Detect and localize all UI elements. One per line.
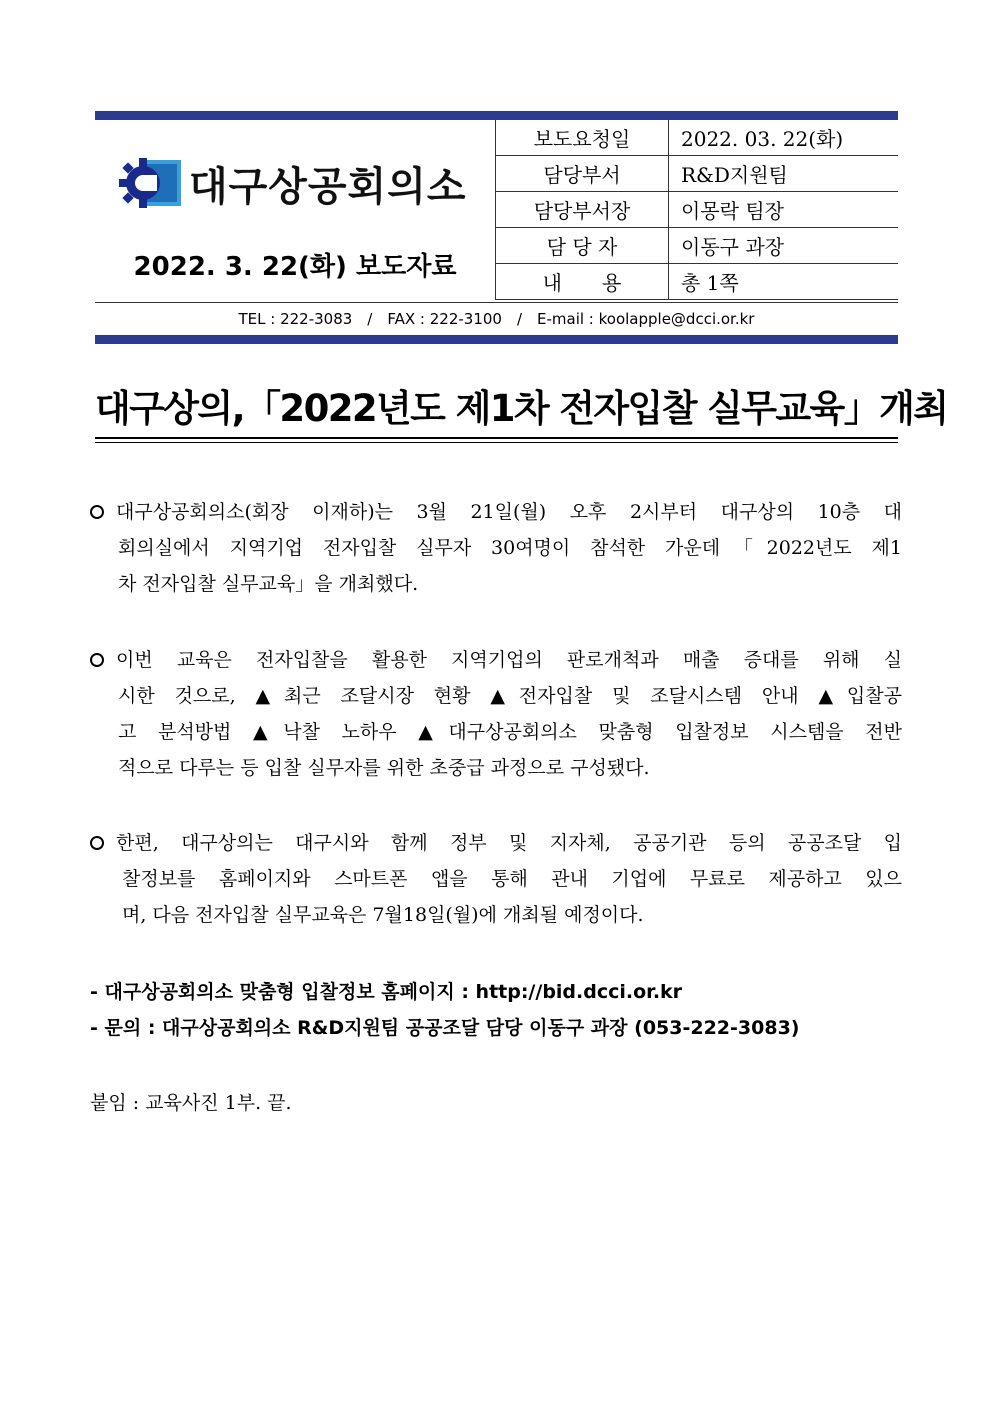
paragraph-3 <box>90 825 902 933</box>
info-key: 담당부서장 <box>496 192 669 228</box>
circle-bullet-icon <box>90 653 104 667</box>
header-divider <box>95 302 898 303</box>
inquiry-note: - 문의 : 대구상공회의소 R&D지원팀 공공조달 담당 이동구 과장 (053-222-3083) <box>90 1017 800 1039</box>
info-key: 담당부서 <box>496 156 669 192</box>
info-value: R&D지원팀 <box>669 156 899 192</box>
homepage-note: - 대구상공회의소 맞춤형 입찰정보 홈페이지 : http://bid.dcci.or.kr <box>90 981 683 1003</box>
info-value: 이몽락 팀장 <box>669 192 899 228</box>
paragraph-line <box>90 494 902 530</box>
dcci-logo <box>119 153 466 213</box>
line-text: 대구상공회의소(회장 이재하)는 3월 21일(월) 오후 2시부터 대구상의 10층 대 <box>116 501 902 523</box>
press-release-date: 2022. 3. 22(화) 보도자료 <box>133 252 457 282</box>
info-row <box>496 228 899 264</box>
title-underline-thin <box>95 442 898 443</box>
paragraph-line: 찰정보를 홈페이지와 스마트폰 앱을 통해 관내 기업에 무료로 제공하고 있으 <box>122 868 902 890</box>
paragraph-line: 고 분석방법 ▲낙찰 노하우 ▲대구상공회의소 맞춤형 입찰정보 시스템을 전반 <box>118 721 902 743</box>
paragraph-line: 시한 것으로, ▲최근 조달시장 현황 ▲전자입찰 및 조달시스템 안내 ▲입찰공 <box>118 685 902 707</box>
gear-logo-icon <box>119 154 181 212</box>
info-value: 총 1쪽 <box>669 264 899 300</box>
header-left-cell <box>95 120 495 302</box>
info-row <box>496 192 899 228</box>
info-row <box>496 120 899 156</box>
logo-text: 대구상공회의소 <box>189 163 467 210</box>
line-text: 한편, 대구상의는 대구시와 함께 정부 및 지자체, 공공기관 등의 공공조달 입 <box>116 832 902 854</box>
info-key: 담 당 자 <box>496 228 669 264</box>
line-text: 이번 교육은 전자입찰을 활용한 지역기업의 판로개척과 매출 증대를 위해 실 <box>116 649 902 671</box>
info-row <box>496 264 899 300</box>
paragraph-line: 차 전자입찰 실무교육」을 개최했다. <box>118 573 419 595</box>
info-key: 보도요청일 <box>496 120 669 156</box>
circle-bullet-icon <box>90 505 104 519</box>
press-header <box>95 111 898 344</box>
header-top-bar <box>95 111 898 120</box>
attachment-note: 붙임 : 교육사진 1부. 끝. <box>90 1092 292 1114</box>
paragraph-line: 며, 다음 전자입찰 실무교육은 7월18일(월)에 개최될 예정이다. <box>122 904 644 926</box>
paragraph-1 <box>90 494 902 602</box>
paragraph-2 <box>90 642 902 786</box>
title-underline <box>95 437 898 439</box>
info-row <box>496 156 899 192</box>
info-value: 이동구 과장 <box>669 228 899 264</box>
paragraph-line <box>90 642 902 678</box>
info-table <box>495 120 898 300</box>
info-key: 내 용 <box>496 264 669 300</box>
circle-bullet-icon <box>90 836 104 850</box>
header-bottom-bar <box>95 335 898 344</box>
paragraph-line: 적으로 다루는 등 입찰 실무자를 위한 초중급 과정으로 구성됐다. <box>118 757 650 779</box>
article-title: 대구상의,「2022년도 제1차 전자입찰 실무교육」개최 <box>95 387 948 430</box>
paragraph-line <box>90 825 902 861</box>
paragraph-line: 회의실에서 지역기업 전자입찰 실무자 30여명이 참석한 가운데「2022년도 제1 <box>118 537 902 559</box>
contact-line: TEL : 222-3083 / FAX : 222-3100 / E-mail : koolapple@dcci.or.kr <box>238 310 755 328</box>
info-value: 2022. 03. 22(화) <box>669 120 899 156</box>
